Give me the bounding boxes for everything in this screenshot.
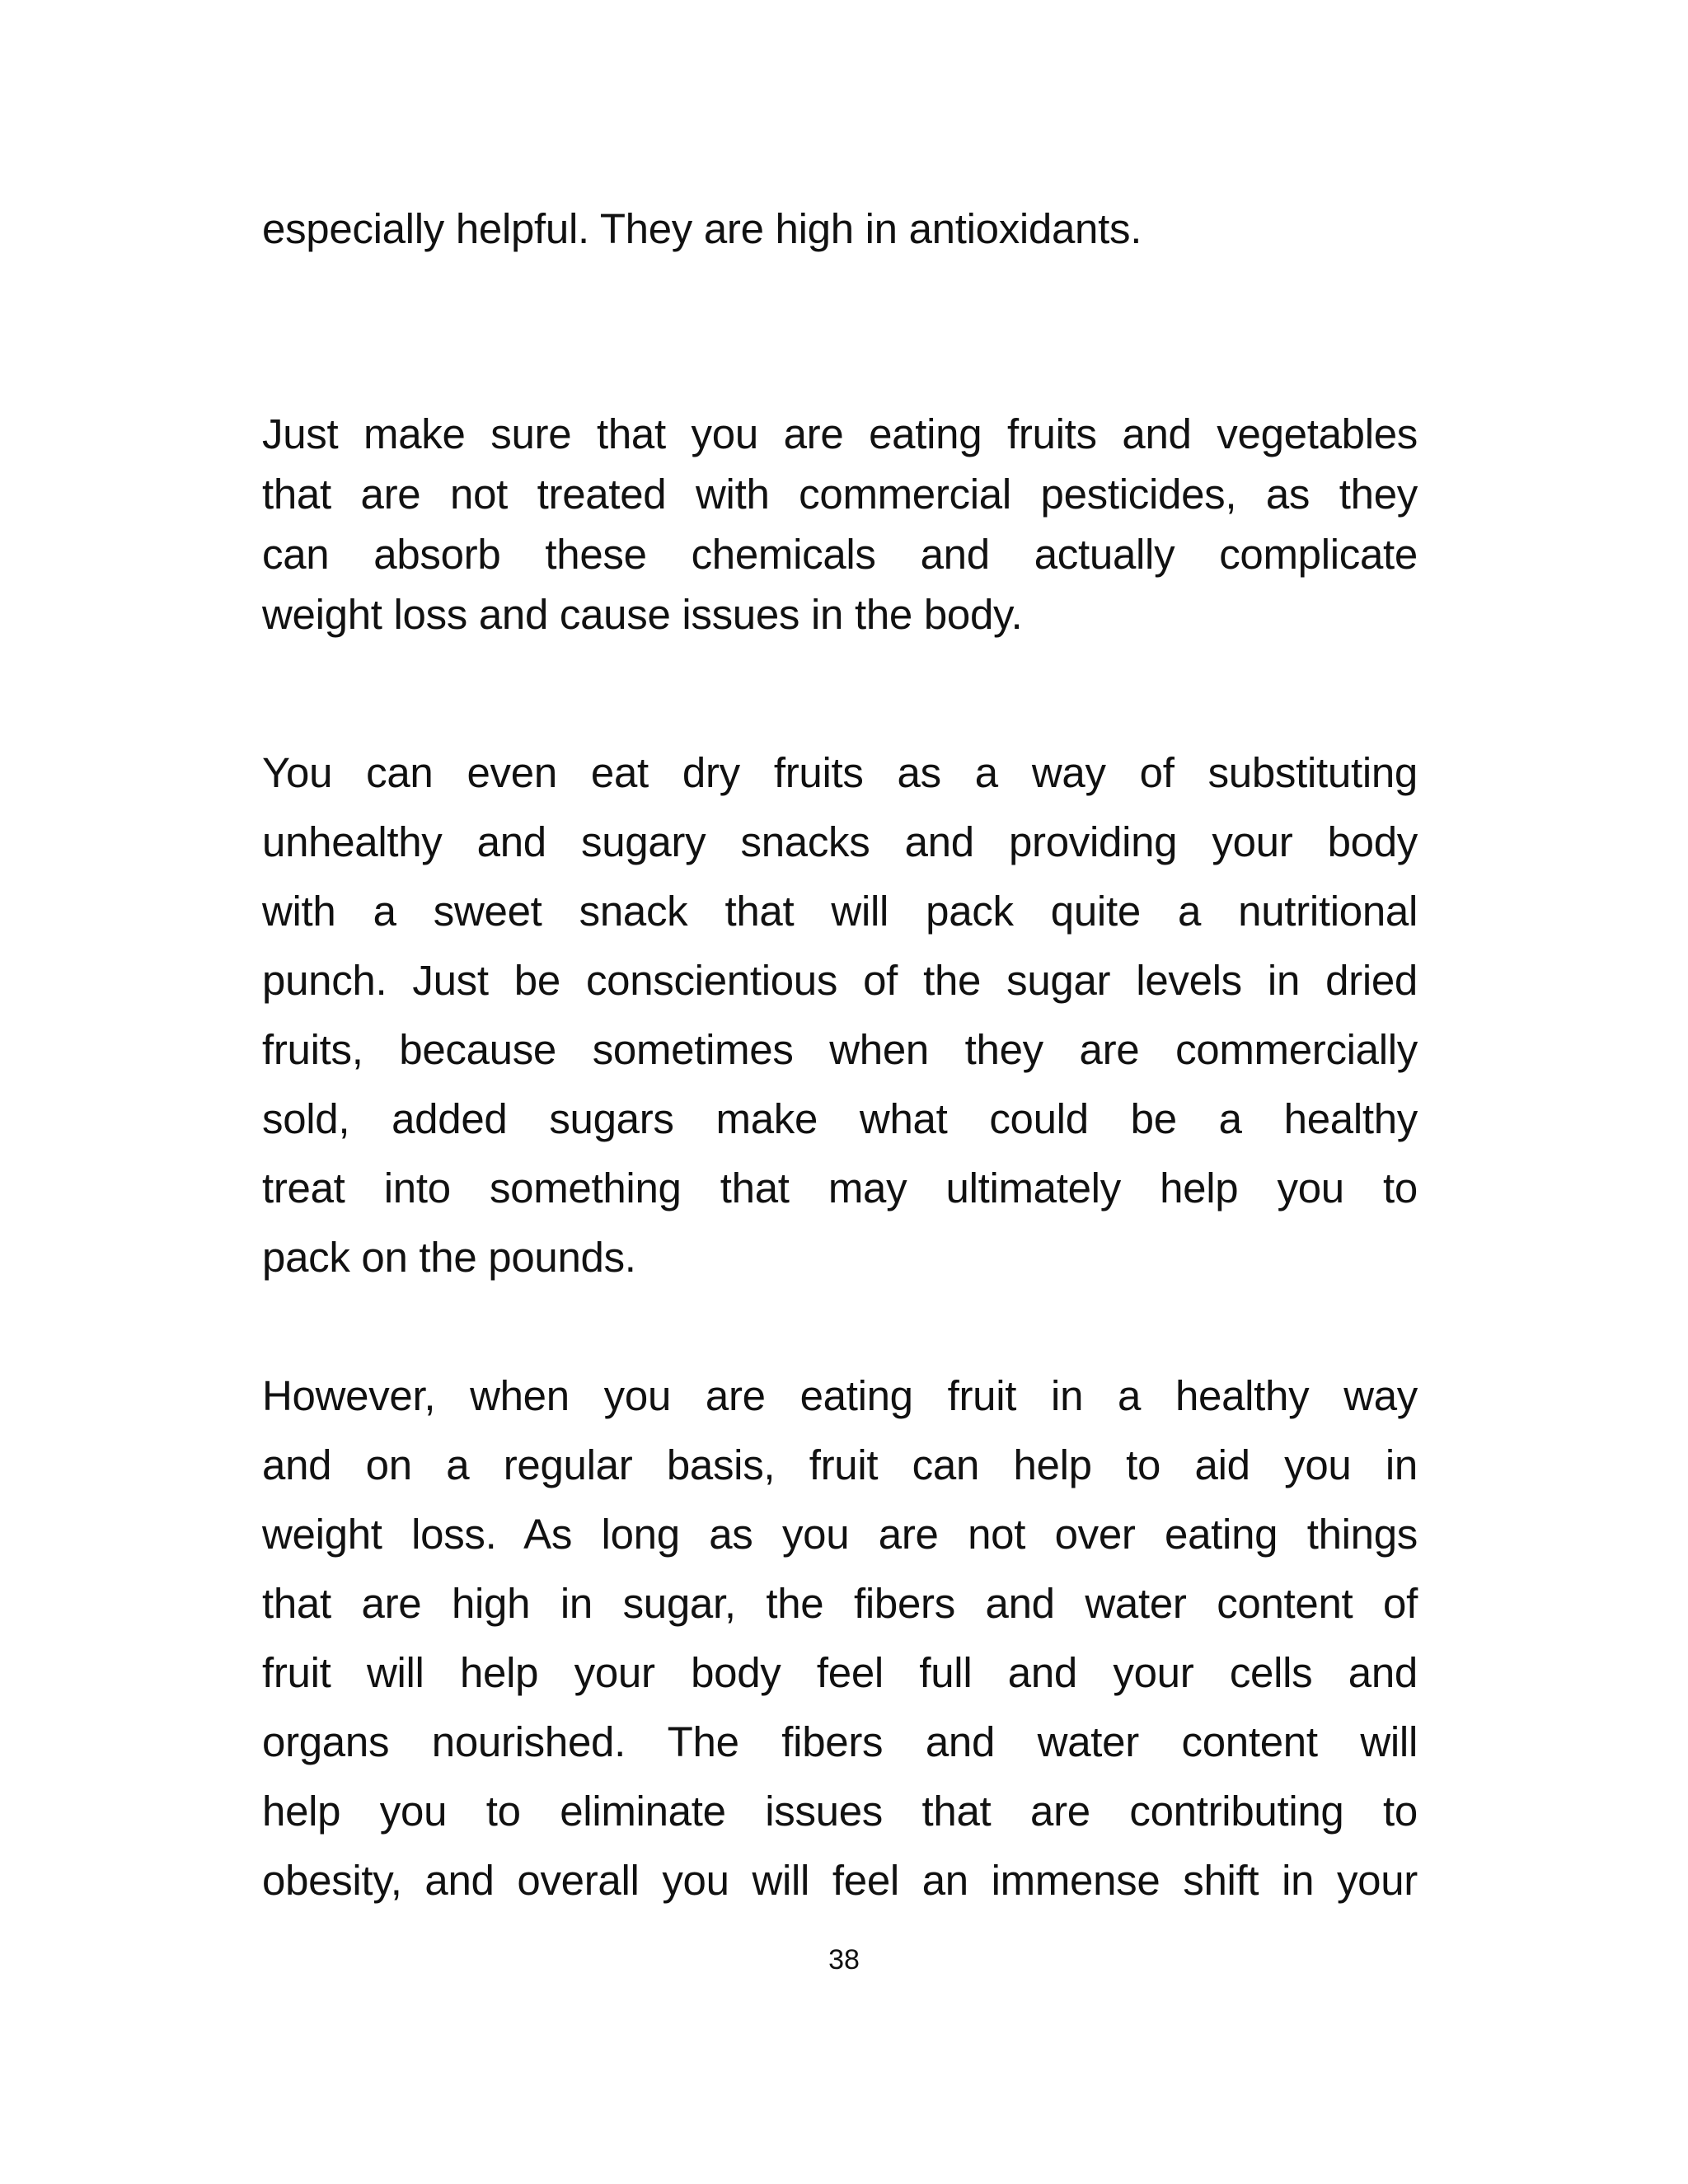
text-line: and on a regular basis, fruit can help to aid you in <box>262 1441 1418 1488</box>
text-line: treat into something that may ultimately help you to <box>262 1165 1418 1212</box>
text-line: sold, added sugars make what could be a healthy <box>262 1095 1418 1142</box>
text-line: However, when you are eating fruit in a healthy way <box>262 1372 1418 1419</box>
text-line: obesity, and overall you will feel an immense shift in your <box>262 1857 1418 1904</box>
text-line: weight loss. As long as you are not over eating things <box>262 1511 1418 1558</box>
text-line: pack on the pounds. <box>262 1234 636 1281</box>
text-line: can absorb these chemicals and actually complicate <box>262 531 1418 578</box>
text-line: Just make sure that you are eating fruits and vegetables <box>262 410 1418 457</box>
text-line: You can even eat dry fruits as a way of substituting <box>262 749 1418 796</box>
text-line: unhealthy and sugary snacks and providing your body <box>262 818 1418 865</box>
page-number: 38 <box>828 1944 860 1975</box>
text-line: fruits, because sometimes when they are commercially <box>262 1026 1418 1073</box>
text-line: punch. Just be conscientious of the sugar levels in dried <box>262 957 1418 1004</box>
text-line: weight loss and cause issues in the body. <box>262 591 1023 638</box>
text-line: that are not treated with commercial pesticides, as they <box>262 471 1418 518</box>
text-line: especially helpful. They are high in antioxidants. <box>262 205 1142 252</box>
text-line: organs nourished. The fibers and water content will <box>262 1718 1418 1765</box>
text-line: fruit will help your body feel full and your cells and <box>262 1649 1418 1696</box>
text-line: help you to eliminate issues that are contributing to <box>262 1788 1418 1835</box>
text-line: with a sweet snack that will pack quite a nutritional <box>262 888 1418 935</box>
text-line: that are high in sugar, the fibers and water content of <box>262 1580 1418 1627</box>
